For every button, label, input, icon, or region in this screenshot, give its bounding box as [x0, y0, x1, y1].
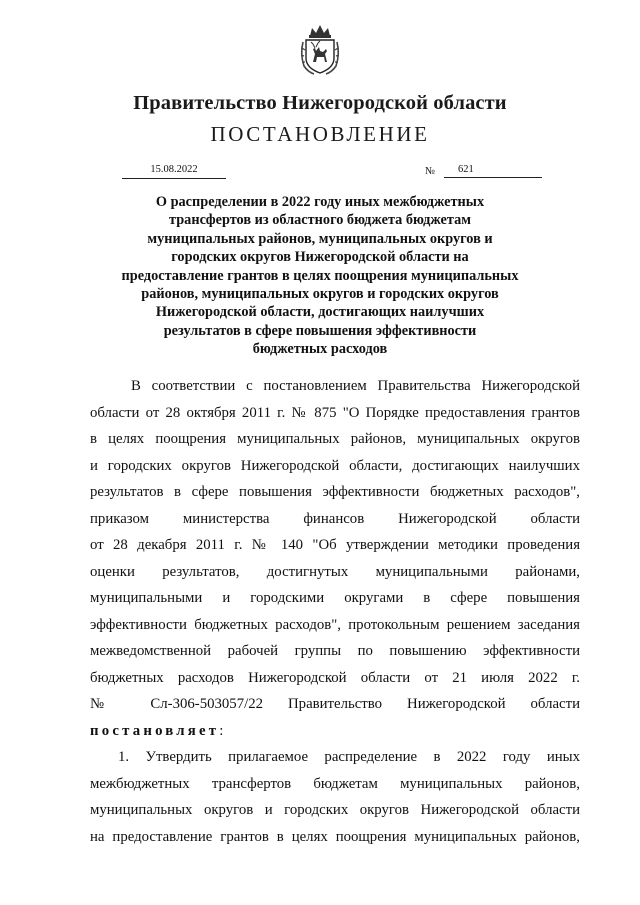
body-line: эффективности бюджетных расходов", протокольным решением заседания	[90, 616, 580, 633]
title-line: городских округов Нижегородской области на	[171, 249, 469, 266]
body-line: от 28 декабря 2011 г. № 140 "Об утверждении методики проведения	[90, 537, 580, 553]
body-line: результатов в сфере повышения эффективности бюджетных расходов",	[90, 484, 580, 500]
document-type: ПОСТАНОВЛЕНИЕ	[210, 122, 430, 146]
item-line: на предоставление грантов в целях поощрения муниципальных районов,	[90, 828, 580, 845]
title-line: трансфертов из областного бюджета бюджетам	[169, 212, 471, 229]
decree-word: постановляет	[90, 722, 220, 739]
document-title	[100, 193, 540, 359]
body-line: № Сл-306-503057/22 Правительство Нижегородской области	[90, 696, 580, 712]
title-line: предоставление грантов в целях поощрения муниципальных	[121, 267, 519, 284]
body-line: области от 28 октября 2011 г. № 875 "О Порядке предоставления грантов	[90, 404, 580, 421]
item-line: муниципальных округов и городских округов Нижегородской области	[90, 802, 580, 818]
item-line: межбюджетных трансфертов бюджетам муниципальных районов,	[90, 775, 580, 792]
body-line: муниципальными и городскими округами в сфере повышения	[90, 590, 580, 606]
body-line: межведомственной рабочей группы по повышению эффективности	[90, 643, 580, 659]
decree-colon: :	[219, 722, 224, 739]
item-line: 1. Утвердить прилагаемое распределение в 2022 году иных	[118, 749, 580, 765]
title-line: О распределении в 2022 году иных межбюджетных	[155, 194, 485, 210]
number-sign: №	[425, 166, 436, 177]
body-line: приказом министерства финансов Нижегородской области	[90, 510, 580, 527]
decree-line	[90, 718, 580, 745]
body-line: В соответствии с постановлением Правительства Нижегородской	[131, 378, 580, 394]
body-line: в целях поощрения муниципальных районов, муниципальных округов	[90, 431, 580, 447]
document-date: 15.08.2022	[122, 164, 226, 179]
title-line: бюджетных расходов	[252, 341, 388, 358]
document-number: 621	[444, 164, 542, 178]
coat-of-arms-emblem	[298, 22, 342, 76]
title-line: муниципальных районов, муниципальных округов и	[147, 230, 493, 247]
body-line: и городских округов Нижегородской области, достигающих наилучших	[90, 457, 580, 474]
title-line: Нижегородской области, достигающих наилучших	[155, 304, 485, 321]
body-line: бюджетных расходов Нижегородской области от 21 июля 2022 г.	[90, 669, 580, 686]
title-line: районов, муниципальных округов и городских округов	[141, 286, 499, 303]
title-line: результатов в сфере повышения эффективности	[163, 322, 477, 339]
document-body	[90, 373, 580, 850]
body-line: оценки результатов, достигнутых муниципальными районами,	[90, 563, 580, 580]
government-name: Правительство Нижегородской области	[133, 92, 507, 114]
